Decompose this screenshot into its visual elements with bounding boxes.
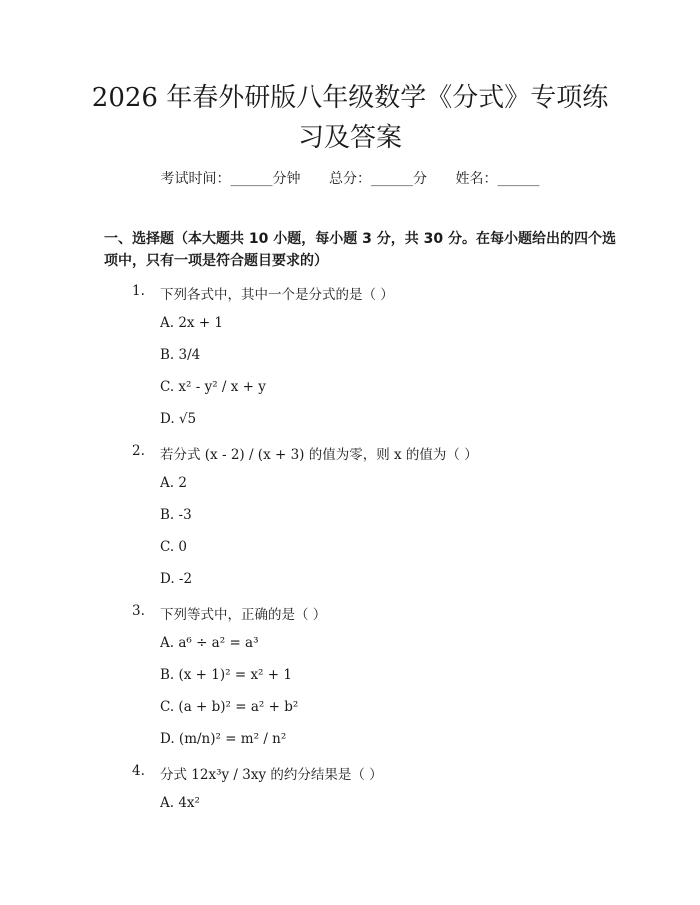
option-b: B. (x + 1)² = x² + 1 <box>160 667 292 683</box>
option-a: A. 2 <box>160 475 187 491</box>
option-c: C. (a + b)² = a² + b² <box>160 699 299 715</box>
section-heading: 一、选择题（本大题共 10 小题，每小题 3 分，共 30 分。在每小题给出的四个选项中，只有一项是符合题目要求的） <box>104 231 616 269</box>
option-a: A. 2x + 1 <box>160 315 224 331</box>
option-a: A. a⁶ ÷ a² = a³ <box>160 635 259 651</box>
exam-meta <box>0 168 700 188</box>
option-b: B. -3 <box>160 507 192 523</box>
title-line-2: 习及答案 <box>297 123 402 153</box>
question-text: 若分式 (x - 2) / (x + 3) 的值为零，则 x 的值为（ ） <box>160 447 478 463</box>
option-d: D. (m/n)² = m² / n² <box>160 731 287 747</box>
title-line-1: 2026 年春外研版八年级数学《分式》专项练 <box>91 83 609 113</box>
document-title <box>80 78 620 158</box>
question-text: 分式 12x³y / 3xy 的约分结果是（ ） <box>160 767 383 783</box>
option-c: C. x² - y² / x + y <box>160 379 266 395</box>
option-a: A. 4x² <box>160 795 200 811</box>
option-d: D. √5 <box>160 411 197 427</box>
question-number: 1. <box>132 283 145 299</box>
exam-time-label: 考试时间：______分钟 <box>160 171 301 187</box>
student-name-label: 姓名：______ <box>455 171 540 187</box>
option-d: D. -2 <box>160 571 193 587</box>
question-number: 4. <box>132 763 145 779</box>
question-number: 3. <box>132 603 145 619</box>
total-score-label: 总分：______分 <box>329 171 427 187</box>
option-b: B. 3/4 <box>160 347 201 363</box>
option-c: C. 0 <box>160 539 188 555</box>
question-text: 下列等式中，正确的是（ ） <box>160 607 327 623</box>
question-text: 下列各式中，其中一个是分式的是（ ） <box>160 287 394 303</box>
question-number: 2. <box>132 443 145 459</box>
